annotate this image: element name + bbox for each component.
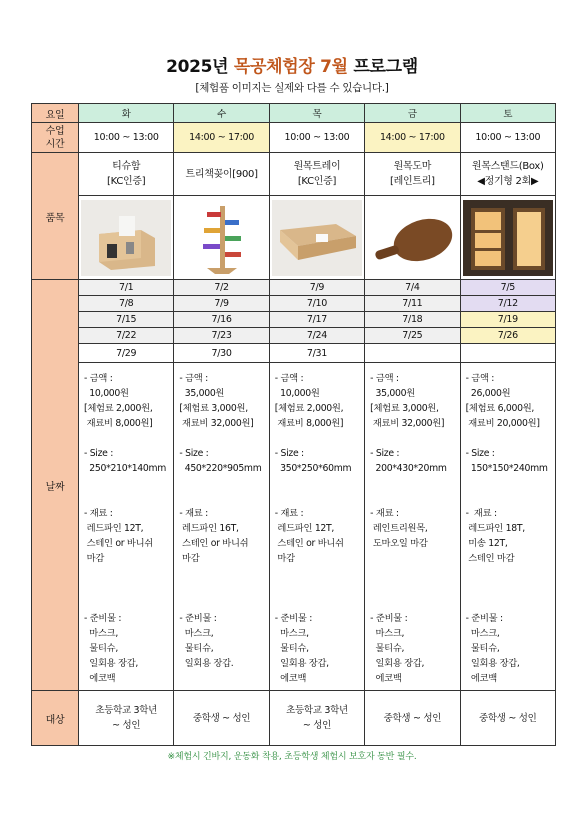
time-label: 수업 시간 — [32, 123, 79, 153]
date-cell: 7/30 — [174, 344, 269, 363]
date-cell: 7/24 — [269, 328, 364, 344]
product-line2: [KC인증] — [297, 176, 337, 187]
day-fri: 금 — [365, 104, 460, 123]
product-line1: 원목도마 — [393, 161, 432, 172]
item-label: 품목 — [32, 153, 79, 280]
date-cell: 7/18 — [365, 312, 460, 328]
title-highlight: 목공체험장 7월 — [233, 57, 348, 77]
date-cell: 7/9 — [174, 296, 269, 312]
day-label: 요일 — [32, 104, 79, 123]
product-line1: 티슈함 — [112, 161, 141, 172]
target-label: 대상 — [32, 691, 79, 746]
target-thu: 초등학교 3학년 ~ 성인 — [269, 691, 364, 746]
product-name-tissue — [79, 153, 174, 196]
date-cell: 7/9 — [269, 280, 364, 296]
tray-image — [272, 200, 362, 276]
program-table — [31, 103, 556, 746]
day-tue: 화 — [79, 104, 174, 123]
details-sat: - 금액 : 26,000원 [체험료 6,000원, 재료비 20,000원] - Size : 150*150*240mm - 재료 : 레드파인 18T, 미송 12T, 스테인 마감 - 준비물 : 마스크, 물티슈, 일회용 장갑, 에코백 — [460, 363, 555, 691]
time-sat: 10:00 ~ 13:00 — [460, 123, 555, 153]
target-sat: 중학생 ~ 성인 — [460, 691, 555, 746]
date-cell: 7/26 — [460, 328, 555, 344]
date-cell: 7/8 — [79, 296, 174, 312]
title-year: 2025년 — [166, 57, 234, 77]
image-cutting-board — [365, 196, 460, 280]
product-line1: 원목스탠드(Box) — [471, 161, 544, 172]
title-suffix: 프로그램 — [347, 57, 418, 77]
target-tue: 초등학교 3학년 ~ 성인 — [79, 691, 174, 746]
product-name-stand — [460, 153, 555, 196]
target-fri: 중학생 ~ 성인 — [365, 691, 460, 746]
date-cell: 7/10 — [269, 296, 364, 312]
date-cell: 7/25 — [365, 328, 460, 344]
image-tissue-box — [79, 196, 174, 280]
product-name-bookshelf — [174, 153, 269, 196]
date-cell: 7/2 — [174, 280, 269, 296]
image-wood-stand — [460, 196, 555, 280]
target-wed: 중학생 ~ 성인 — [174, 691, 269, 746]
date-cell: 7/19 — [460, 312, 555, 328]
date-cell: 7/31 — [269, 344, 364, 363]
details-fri: - 금액 : 35,000원 [체험료 3,000원, 재료비 32,000원] - Size : 200*430*20mm - 재료 : 레인트리원목, 도마오일 마감 - 준비물 : 마스크, 물티슈, 일회용 장갑, 에코백 — [365, 363, 460, 691]
date-cell: 7/1 — [79, 280, 174, 296]
page-subtitle: [체험품 이미지는 실제와 다를 수 있습니다.] — [195, 82, 389, 94]
day-thu: 목 — [269, 104, 364, 123]
stand-image — [463, 200, 553, 276]
time-fri: 14:00 ~ 17:00 — [365, 123, 460, 153]
product-line1: 트리책꽂이[900] — [185, 168, 258, 180]
details-wed: - 금액 : 35,000원 [체험료 3,000원, 재료비 32,000원] - Size : 450*220*905mm - 재료 : 레드파인 16T, 스테인 or 바니쉬 마감 - 준비물 : 마스크, 물티슈, 일회용 장갑. — [174, 363, 269, 691]
product-line1: 원목트레이 — [293, 161, 341, 172]
time-wed: 14:00 ~ 17:00 — [174, 123, 269, 153]
date-cell — [460, 344, 555, 363]
date-cell: 7/4 — [365, 280, 460, 296]
cutting-board-image — [367, 200, 457, 276]
date-cell: 7/23 — [174, 328, 269, 344]
product-line2: [KC인증] — [107, 176, 146, 187]
date-cell: 7/5 — [460, 280, 555, 296]
date-cell: 7/29 — [79, 344, 174, 363]
date-cell: 7/15 — [79, 312, 174, 328]
date-cell: 7/12 — [460, 296, 555, 312]
product-line2: ◀정기형 2회▶ — [477, 176, 539, 187]
details-tue: - 금액 : 10,000원 [체험료 2,000원, 재료비 8,000원] - Size : 250*210*140mm - 재료 : 레드파인 12T, 스테인 or 바니쉬 마감 - 준비물 : 마스크, 물티슈, 일회용 장갑, 에코백 — [79, 363, 174, 691]
time-tue: 10:00 ~ 13:00 — [79, 123, 174, 153]
date-cell: 7/17 — [269, 312, 364, 328]
time-thu: 10:00 ~ 13:00 — [269, 123, 364, 153]
day-wed: 수 — [174, 104, 269, 123]
product-name-tray — [269, 153, 364, 196]
date-cell: 7/22 — [79, 328, 174, 344]
page-title — [0, 52, 584, 77]
image-wood-tray — [269, 196, 364, 280]
footnote: ※체험시 긴바지, 운동화 착용, 초등학생 체험시 보호자 동반 필수. — [167, 752, 417, 762]
image-tree-bookshelf — [174, 196, 269, 280]
day-sat: 토 — [460, 104, 555, 123]
date-label: 날짜 — [32, 280, 79, 691]
date-cell: 7/11 — [365, 296, 460, 312]
date-cell: 7/16 — [174, 312, 269, 328]
tissue-box-image — [81, 200, 171, 276]
product-line2: [레인트리] — [390, 176, 435, 187]
details-thu: - 금액 : 10,000원 [체험료 2,000원, 재료비 8,000원] - Size : 350*250*60mm - 재료 : 레드파인 12T, 스테인 or 바니쉬 마감 - 준비물 : 마스크, 물티슈, 일회용 장갑, 에코백 — [269, 363, 364, 691]
date-cell — [365, 344, 460, 363]
bookshelf-image — [177, 200, 267, 276]
product-name-cuttingboard — [365, 153, 460, 196]
